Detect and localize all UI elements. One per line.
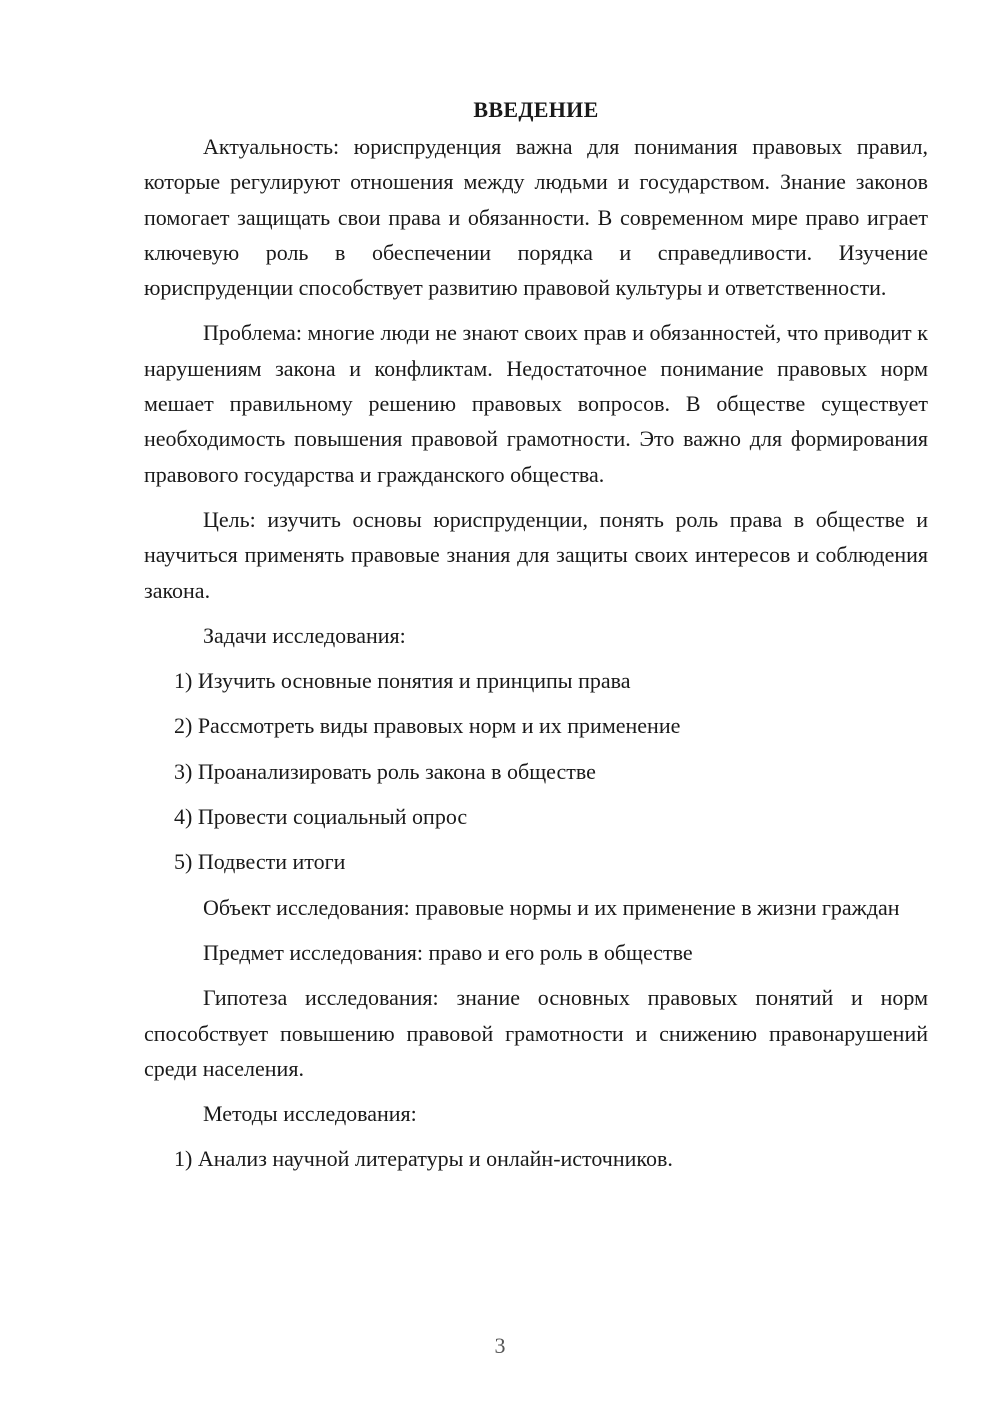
goal-paragraph: Цель: изучить основы юриспруденции, понять роль права в обществе и научиться применять правовые знания для защиты своих интересов и соблюдения закона. <box>144 506 928 603</box>
task-item-5: 5) Подвести итоги <box>174 849 346 875</box>
method-item-1: 1) Анализ научной литературы и онлайн-источников. <box>174 1146 673 1172</box>
document-page <box>144 95 928 1187</box>
tasks-heading: Задачи исследования: <box>203 622 406 648</box>
page-title: ВВЕДЕНИЕ <box>473 97 599 122</box>
page-number: 3 <box>494 1333 506 1358</box>
subject-paragraph: Предмет исследования: право и его роль в обществе <box>203 939 693 965</box>
task-item-1: 1) Изучить основные понятия и принципы права <box>174 668 631 694</box>
task-item-3: 3) Проанализировать роль закона в обществе <box>174 758 596 784</box>
object-paragraph: Объект исследования: правовые нормы и их применение в жизни граждан <box>203 894 900 920</box>
relevance-paragraph: Актуальность: юриспруденция важна для понимания правовых правил, которые регулируют отношения между людьми и государством. Знание законов помогает защищать свои права и обязанности. В современном мире право играет ключевую роль в обеспечении порядка и справедливости. Изучение юриспруденции способствует развитию правовой культуры и ответственности. <box>144 134 928 301</box>
methods-heading: Методы исследования: <box>203 1101 417 1127</box>
problem-paragraph: Проблема: многие люди не знают своих прав и обязанностей, что приводит к нарушениям закона и конфликтам. Недостаточное понимание правовых норм мешает правильному решению правовых вопросов. В обществе существует необходимость повышения правовой грамотности. Это важно для формирования правового государства и гражданского общества. <box>144 320 928 487</box>
task-item-2: 2) Рассмотреть виды правовых норм и их применение <box>174 713 681 739</box>
hypothesis-paragraph: Гипотеза исследования: знание основных правовых понятий и норм способствует повышению правовой грамотности и снижению правонарушений среди населения. <box>144 985 928 1081</box>
task-item-4: 4) Провести социальный опрос <box>174 804 468 830</box>
